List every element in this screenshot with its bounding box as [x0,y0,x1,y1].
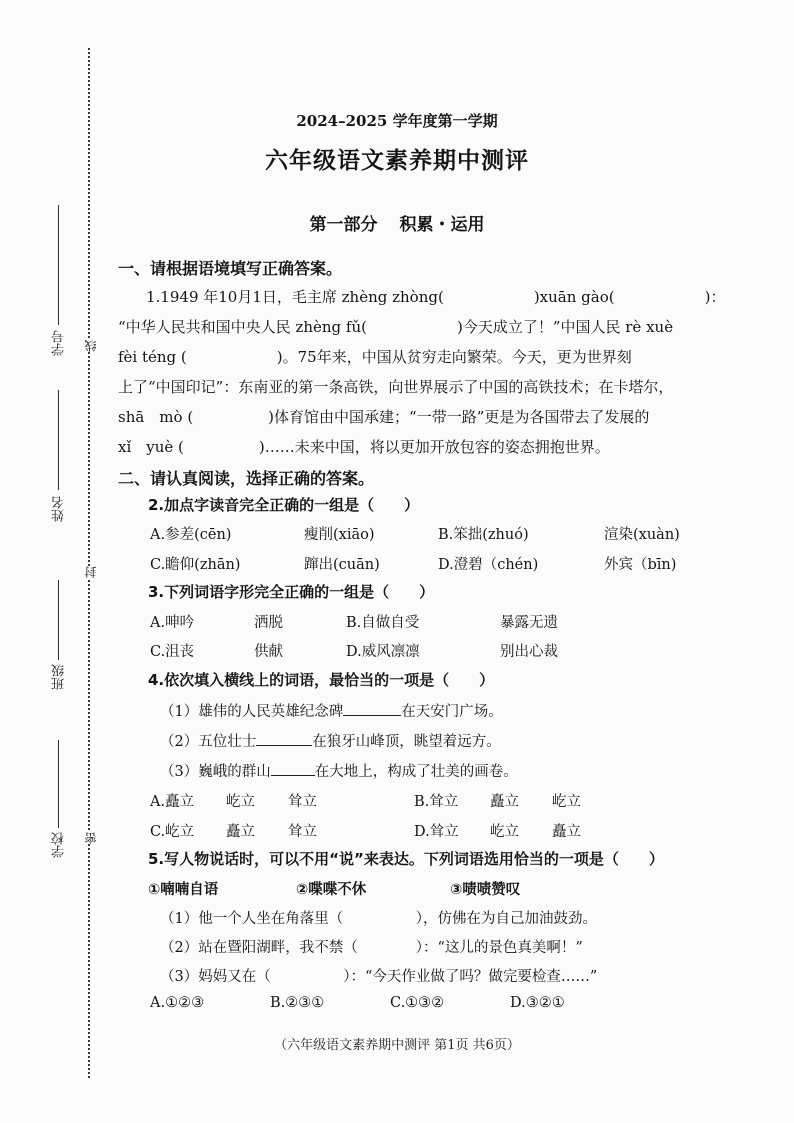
binding-dotted-line [88,48,90,1078]
q5-option-d: D.③②① [510,995,565,1011]
q5-sub-2: （2）站在暨阳湖畔，我不禁（ ）：“这儿的景色真美啊！” [160,940,583,956]
q2-option-b-2: 渲染(xuàn) [604,527,680,543]
term-heading: 2024–2025 学年度第一学期 [296,112,498,130]
question-2-stem: 2.加点字读音完全正确的一组是（ ） [148,496,420,514]
q5-option-b: B.②③① [270,995,325,1011]
question-3-stem: 3.下列词语字形完全正确的一组是（ ） [148,583,435,601]
q2-option-d-2: 外宾（bīn) [604,557,677,573]
class-underline [58,580,59,660]
school-label: 学校 [52,832,67,858]
section-1-line-1: 1.1949 年10月1日，毛主席 zhèng zhòng( )xuān gào( )： [146,288,726,306]
question-4-stem: 4.依次填入横线上的词语，最恰当的一项是（ ） [148,671,495,689]
q4-option-c-2: 矗立 [226,824,255,840]
q2-option-a-2: 瘦削(xiāo) [304,527,375,543]
q3-option-c-1: C.沮丧 [150,644,195,660]
q3-option-d-1: D.威风凛凛 [346,644,420,660]
q2-option-d-1: D.澄碧（chén) [438,557,539,573]
q4-option-b-1: B.耸立 [414,794,459,810]
q5-word-2: ②喋喋不休 [296,882,367,898]
q5-sub-1: （1）他一个人坐在角落里（ ），仿佛在为自己加油鼓劲。 [160,911,597,927]
q4-option-c-3: 耸立 [288,824,317,840]
section-1-heading: 一、请根据语境填写正确答案。 [118,259,343,278]
part-number: 第一部分 [309,215,378,235]
q4-sub-1-after: 在天安门广场。 [401,704,503,720]
q3-option-c-2: 供献 [254,644,283,660]
q3-option-a-1: A.呻吟 [150,615,195,631]
section-1-line-2: “中华人民共和国中央人民 zhèng fǔ( )今天成立了！”中国人民 rè xuè [118,318,674,336]
q3-option-a-2: 洒脱 [254,615,283,631]
name-label: 姓名 [52,496,67,522]
q4-option-c-1: C.屹立 [150,824,195,840]
q5-word-3: ③啧啧赞叹 [450,882,521,898]
student-id-label: 学号 [52,330,67,356]
q3-option-b-2: 暴露无遗 [500,615,558,631]
q2-option-c-1: C.瞻仰(zhān) [150,557,241,573]
seal-char-line: 线 [84,340,98,352]
q4-option-b-3: 屹立 [552,794,581,810]
q4-option-d-1: D.耸立 [414,824,459,840]
school-underline [58,740,59,828]
q5-word-1: ①喃喃自语 [148,882,219,898]
q2-option-a-1: A.参差(cēn) [150,527,232,543]
q4-option-d-3: 矗立 [552,824,581,840]
q4-option-a-3: 耸立 [288,794,317,810]
q4-sub-2-blank[interactable] [256,731,312,746]
q5-sub-3: （3）妈妈又在（ ）：“今天作业做了吗？做完要检查……” [160,969,598,985]
q5-option-a: A.①②③ [150,995,205,1011]
class-label: 班级 [52,664,67,690]
q4-sub-1-before: （1）雄伟的人民英雄纪念碑 [160,704,344,720]
q4-sub-2-after: 在狼牙山峰顶，眺望着远方。 [312,734,501,750]
name-underline [58,390,59,490]
q4-option-a-2: 屹立 [226,794,255,810]
question-5-stem: 5.写人物说话时，可以不用“说”来表达。下列词语选用恰当的一项是（ ） [148,850,664,868]
part-name: 积累・运用 [399,215,485,235]
q3-option-d-2: 别出心裁 [500,644,558,660]
q4-option-a-1: A.矗立 [150,794,195,810]
exam-title: 六年级语文素养期中测评 [265,147,529,174]
page-footer: （六年级语文素养期中测评 第1页 共6页） [274,1038,520,1053]
section-1-line-4: 上了“中国印记”：东南亚的第一条高铁，向世界展示了中国的高铁技术；在卡塔尔， [118,378,674,396]
q2-option-b-1: B.笨拙(zhuó) [438,527,529,543]
q3-option-b-1: B.自做自受 [346,615,420,631]
section-1-line-3: fèi téng ( )。75年来，中国从贫穷走向繁荣。今天，更为世界刻 [118,348,632,366]
q2-option-c-2: 蹿出(cuān) [304,557,380,573]
q4-option-d-2: 屹立 [490,824,519,840]
section-1-line-6: xǐ yuè ( )……未来中国，将以更加开放包容的姿态拥抱世界。 [118,438,610,456]
q5-option-c: C.①③② [390,995,445,1011]
seal-char-seal: 封 [84,566,98,578]
q4-sub-3-before: （3）巍峨的群山 [160,764,271,780]
q4-sub-1-blank[interactable] [343,701,401,716]
q4-sub-3-blank[interactable] [271,761,315,776]
seal-char-secret: 密 [84,832,98,844]
q4-sub-2 [160,730,501,751]
q4-sub-2-before: （2）五位壮士 [160,734,257,750]
section-2-heading: 二、请认真阅读，选择正确的答案。 [118,469,375,488]
section-1-line-5: shā mò ( )体育馆由中国承建；“一带一路”更是为各国带去了发展的 [118,408,650,426]
q4-sub-3-after: 在大地上，构成了壮美的画卷。 [314,764,518,780]
q4-sub-1 [160,700,503,721]
q4-sub-3 [160,760,518,781]
q4-option-b-2: 矗立 [490,794,519,810]
part-heading [0,210,794,235]
